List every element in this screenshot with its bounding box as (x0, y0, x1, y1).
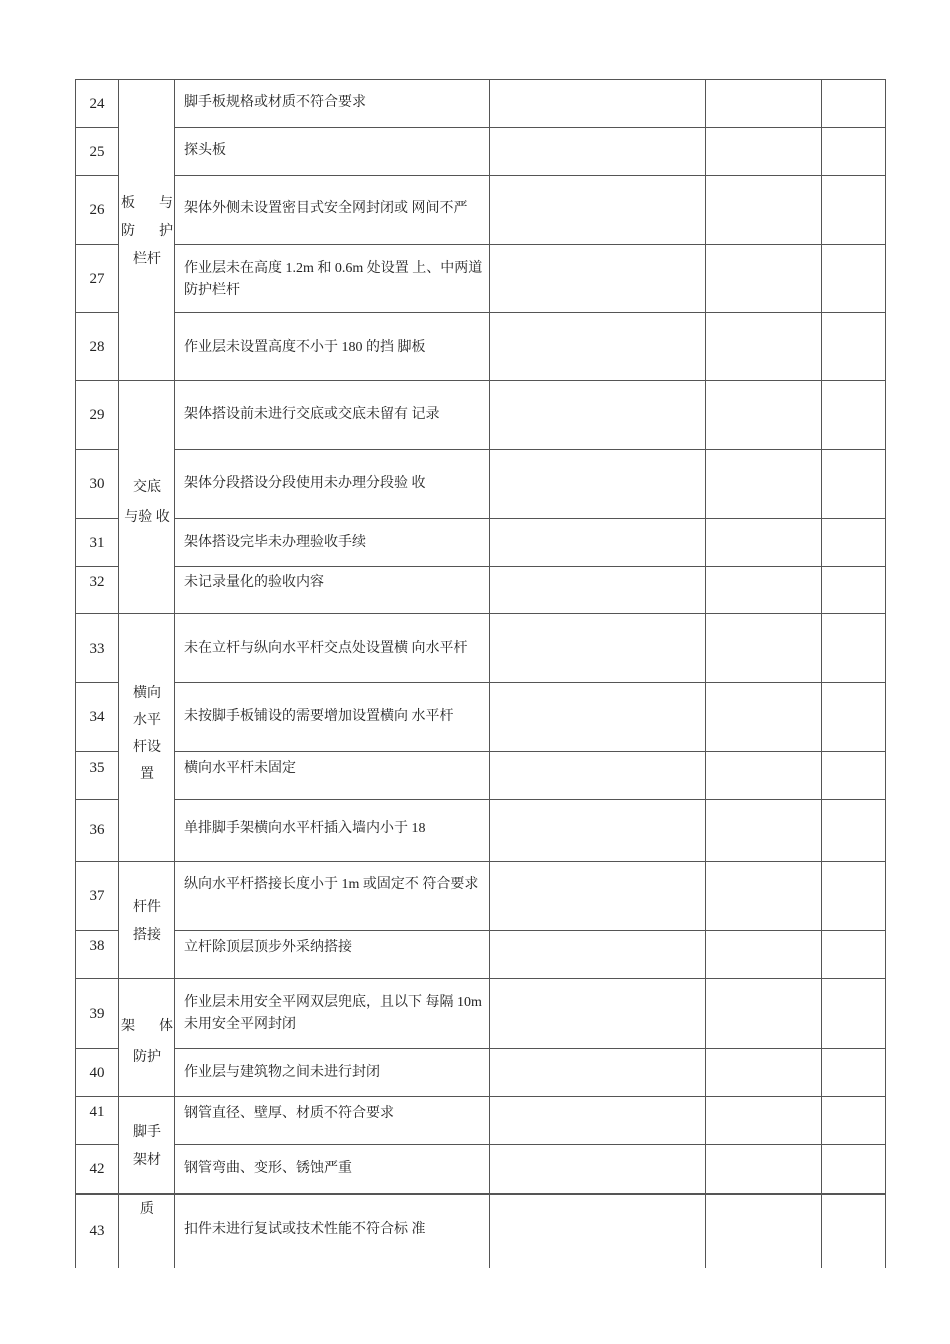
category-guardrail-label (119, 190, 175, 274)
row-number: 30 (89, 476, 105, 492)
check-item-text: 架体搭设前未进行交底或交底未留有 记录 (184, 407, 440, 422)
row-number: 29 (89, 407, 105, 423)
category-line: 脚手 (133, 1125, 161, 1140)
row-number: 24 (89, 96, 105, 112)
row-divider (75, 799, 119, 800)
category-line: 防 护 (121, 224, 173, 239)
column-divider (821, 79, 822, 1268)
row-number: 39 (89, 1006, 105, 1022)
row-divider (75, 518, 119, 519)
category-line: 栏杆 (133, 252, 161, 267)
category-frame-protection-label (119, 1011, 175, 1073)
row-divider (75, 312, 119, 313)
row-number: 27 (89, 271, 105, 287)
row-number: 26 (89, 202, 105, 218)
category-transverse-bar-label (119, 680, 175, 788)
row-divider (75, 930, 119, 931)
category-line: 杆设 (133, 740, 161, 755)
row-divider (174, 566, 886, 567)
check-item-text: 钢管直径、壁厚、材质不符合要求 (184, 1106, 394, 1121)
category-line: 架 体 (121, 1019, 173, 1034)
row-divider (174, 682, 886, 683)
row-number: 32 (89, 574, 105, 590)
row-divider (174, 930, 886, 931)
check-item-text: 探头板 (184, 143, 226, 158)
category-line: 置 (140, 767, 154, 782)
check-item-text: 单排脚手架横向水平杆插入墙内小于 18 (184, 821, 426, 836)
row-divider (174, 751, 886, 752)
category-line: 防护 (133, 1050, 161, 1065)
check-item-text: 作业层未用安全平网双层兜底，且以下 每隔 10m 未用安全平网封闭 (184, 995, 482, 1032)
row-number: 34 (89, 709, 105, 725)
row-divider (174, 518, 886, 519)
row-number: 41 (89, 1104, 105, 1120)
check-item-text: 纵向水平杆搭接长度小于 1m 或固定不 符合要求 (184, 877, 479, 892)
row-number: 31 (89, 535, 105, 551)
check-item-text: 架体外侧未设置密目式安全网封闭或 网间不严 (184, 201, 468, 216)
row-divider (174, 244, 886, 245)
row-number: 40 (89, 1065, 105, 1081)
row-divider (75, 1193, 886, 1195)
row-divider (75, 380, 886, 381)
row-number: 28 (89, 339, 105, 355)
column-divider (705, 79, 706, 1268)
row-divider (75, 244, 119, 245)
row-divider (174, 1048, 886, 1049)
category-line: 搭接 (133, 928, 161, 943)
row-number: 35 (89, 760, 105, 776)
row-number: 37 (89, 888, 105, 904)
row-divider (75, 1096, 886, 1097)
row-number: 25 (89, 144, 105, 160)
row-divider (174, 449, 886, 450)
row-divider (75, 861, 886, 862)
check-item-text: 脚手板规格或材质不符合要求 (184, 95, 366, 110)
category-splicing-label (119, 894, 175, 950)
check-item-text: 立杆除顶层顶步外采纳搭接 (184, 940, 352, 955)
category-line: 与验 收 (124, 510, 170, 525)
category-line: 板 与 (121, 196, 173, 211)
row-divider (75, 1048, 119, 1049)
check-item-text: 钢管弯曲、变形、锈蚀严重 (184, 1161, 352, 1176)
category-line: 杆件 (133, 900, 161, 915)
category-line: 质 (140, 1202, 154, 1217)
check-item-text: 作业层与建筑物之间未进行封闭 (184, 1065, 380, 1080)
row-number: 38 (89, 938, 105, 954)
row-divider (75, 682, 119, 683)
row-number: 42 (89, 1161, 105, 1177)
category-quality-label (119, 1196, 175, 1224)
row-divider (174, 799, 886, 800)
row-divider (75, 449, 119, 450)
check-item-text: 作业层未在高度 1.2m 和 0.6m 处设置 上、中两道防护栏杆 (184, 261, 483, 298)
row-divider (174, 312, 886, 313)
row-divider (75, 175, 119, 176)
row-number: 43 (89, 1223, 105, 1239)
row-divider (75, 613, 886, 614)
check-item-text: 未在立杆与纵向水平杆交点处设置横 向水平杆 (184, 641, 468, 656)
column-divider (489, 79, 490, 1268)
category-line: 横向 (133, 686, 161, 701)
category-line: 交底 (133, 480, 161, 495)
row-divider (174, 175, 886, 176)
row-divider (174, 1144, 886, 1145)
check-item-text: 未记录量化的验收内容 (184, 575, 324, 590)
check-item-text: 扣件未进行复试或技术性能不符合标 准 (184, 1222, 426, 1237)
check-item-text: 未按脚手板铺设的需要增加设置横向 水平杆 (184, 709, 454, 724)
row-divider (75, 1144, 119, 1145)
row-divider (75, 978, 886, 979)
row-number: 36 (89, 822, 105, 838)
row-divider (75, 127, 119, 128)
row-divider (174, 127, 886, 128)
check-item-text: 架体分段搭设分段使用未办理分段验 收 (184, 476, 426, 491)
row-number: 33 (89, 641, 105, 657)
row-divider (75, 566, 119, 567)
category-line: 水平 (133, 713, 161, 728)
check-item-text: 横向水平杆未固定 (184, 761, 296, 776)
table-border-right (885, 79, 886, 1268)
check-item-text: 架体搭设完毕未办理验收手续 (184, 535, 366, 550)
table-border-left (75, 79, 76, 1268)
category-acceptance-label (119, 473, 175, 533)
category-materials-label (119, 1119, 175, 1175)
row-divider (75, 79, 886, 80)
category-line: 架材 (133, 1153, 161, 1168)
row-divider (75, 751, 119, 752)
check-item-text: 作业层未设置高度不小于 180 的挡 脚板 (184, 340, 426, 355)
